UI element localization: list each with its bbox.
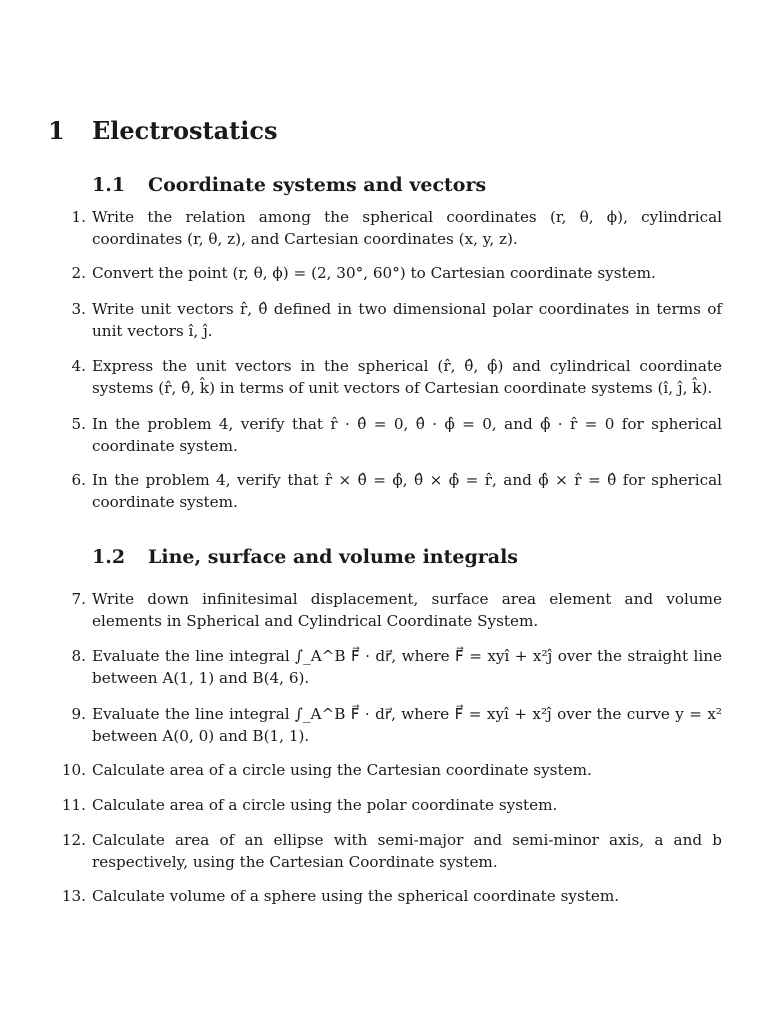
problem-text: Write down infinitesimal displacement, surface area element and volume elements in Spherical and Cylindrical Coordinate System.	[92, 590, 722, 630]
problem-text: Write the relation among the spherical coordinates (r, θ, ϕ), cylindrical coordinates (r, θ, z), and Cartesian coordinates (x, y, z).	[92, 208, 722, 248]
problem-text: Calculate area of a circle using the Cartesian coordinate system.	[92, 761, 592, 779]
problem-number: 3.	[71, 300, 86, 318]
problem-number: 11.	[61, 796, 86, 814]
problem-item	[71, 262, 722, 284]
subsection-title: Coordinate systems and vectors	[148, 174, 487, 196]
subsection-heading	[92, 546, 518, 568]
problem-item	[71, 703, 722, 747]
subsection-title: Line, surface and volume integrals	[148, 546, 518, 568]
subsection-number: 1.2	[92, 546, 126, 568]
problem-item	[71, 206, 722, 250]
problem-item	[61, 885, 722, 907]
problem-text: Calculate area of an ellipse with semi-major and semi-minor axis, a and b respectively, using the Cartesian Coordinate system.	[92, 831, 722, 871]
problem-number: 5.	[71, 415, 86, 433]
problem-text: In the problem 4, verify that r̂ × θ̂ = ϕ̂, θ̂ × ϕ̂ = r̂, and ϕ̂ × r̂ = θ̂ for spherical coordinate system.	[92, 471, 722, 511]
problem-text: In the problem 4, verify that r̂ · θ̂ = 0, θ̂ · ϕ̂ = 0, and ϕ̂ · r̂ = 0 for spherical coordinate system.	[92, 415, 722, 455]
problem-item	[61, 794, 722, 816]
problem-text: Calculate volume of a sphere using the spherical coordinate system.	[92, 887, 620, 905]
problem-item	[61, 759, 722, 781]
problem-number: 4.	[71, 357, 86, 375]
problem-number: 2.	[71, 264, 86, 282]
problem-number: 9.	[71, 705, 86, 723]
problem-text: Write unit vectors r̂, θ̂ defined in two dimensional polar coordinates in terms of unit vectors î, ĵ.	[92, 300, 722, 340]
problem-number: 12.	[61, 831, 86, 849]
problem-number: 10.	[61, 761, 86, 779]
problem-number: 13.	[61, 887, 86, 905]
problem-item	[71, 355, 722, 399]
problem-item	[71, 645, 722, 689]
problem-text: Calculate area of a circle using the polar coordinate system.	[92, 796, 558, 814]
problem-text: Express the unit vectors in the spherical (r̂, θ̂, ϕ̂) and cylindrical coordinate systems (r̂, θ̂, k̂) in terms of unit vectors of Cartesian coordinate systems (î, ĵ, k̂).	[92, 357, 722, 397]
problem-number: 1.	[71, 208, 86, 226]
problem-item	[71, 298, 722, 342]
subsection-number: 1.1	[92, 174, 126, 196]
problem-number: 8.	[71, 647, 86, 665]
section-title: Electrostatics	[92, 116, 278, 145]
problem-number: 7.	[71, 590, 86, 608]
problem-item	[71, 469, 722, 513]
problem-item	[71, 413, 722, 457]
subsection-heading	[92, 174, 486, 196]
problem-item	[71, 588, 722, 632]
problem-number: 6.	[71, 471, 86, 489]
section-number: 1	[48, 116, 65, 145]
section-heading	[48, 116, 278, 145]
problem-text: Evaluate the line integral ∫_A^B F⃗ · dr⃗, where F⃗ = xyî + x²ĵ over the straight line between A(1, 1) and B(4, 6).	[92, 647, 722, 687]
problem-text: Evaluate the line integral ∫_A^B F⃗ · dr⃗, where F⃗ = xyî + x²ĵ over the curve y = x² between A(0, 0) and B(1, 1).	[92, 705, 722, 745]
problem-text: Convert the point (r, θ, ϕ) = (2, 30°, 60°) to Cartesian coordinate system.	[92, 264, 656, 282]
problem-item	[61, 829, 722, 873]
